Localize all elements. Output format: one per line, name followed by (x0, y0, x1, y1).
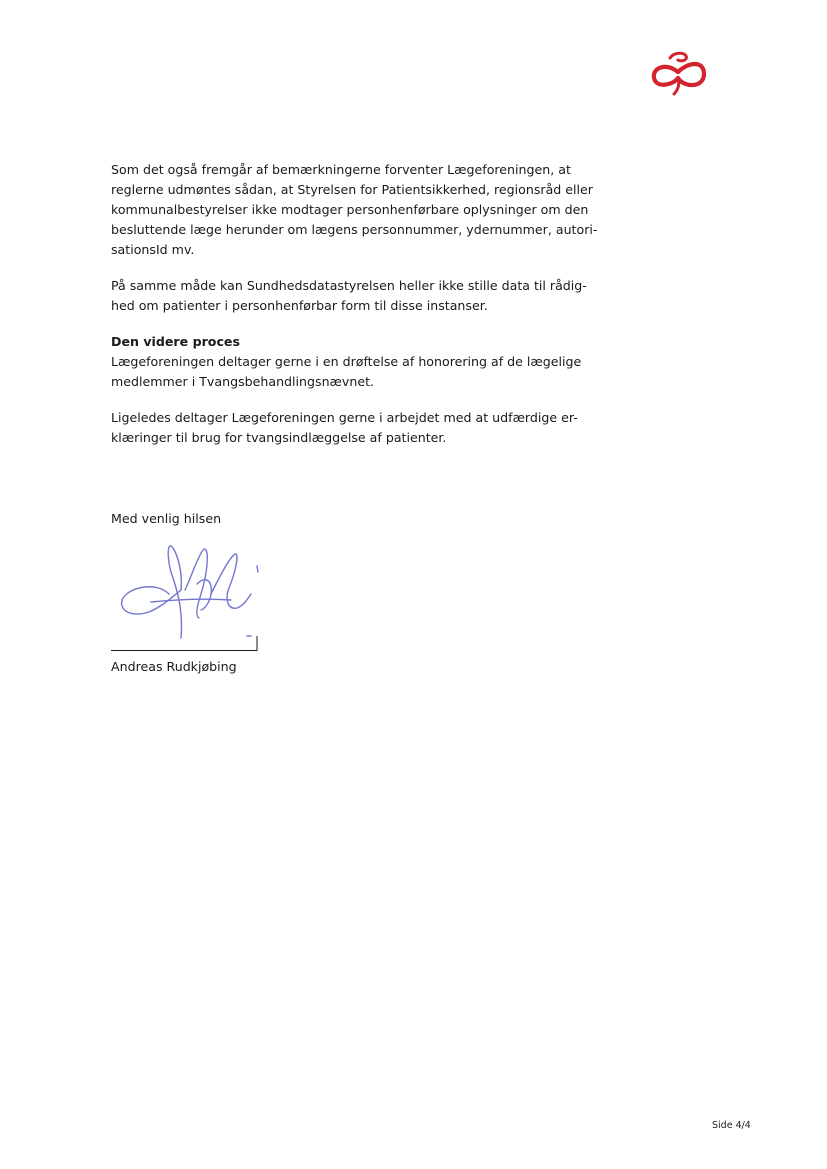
signer-name: Andreas Rudkjøbing (111, 659, 237, 674)
text-line: kommunalbestyrelser ikke modtager personhenførbare oplysninger om den (111, 202, 589, 217)
text-line: klæringer til brug for tvangsindlæggelse af patienter. (111, 430, 447, 445)
text-line: sationsId mv. (111, 242, 195, 257)
text-line: Lægeforeningen deltager gerne i en drøftelse af honorering af de lægelige (111, 354, 582, 369)
text-line: Ligeledes deltager Lægeforeningen gerne i arbejdet med at udfærdige er- (111, 410, 578, 425)
letter-body (111, 160, 611, 464)
text-line: Som det også fremgår af bemærkningerne forventer Lægeforeningen, at (111, 162, 571, 177)
text-line: På samme måde kan Sundhedsdatastyrelsen heller ikke stille data til rådig- (111, 278, 587, 293)
closing-greeting: Med venlig hilsen (111, 511, 222, 526)
section-heading: Den videre proces (111, 334, 240, 349)
page-number: Side 4/4 (712, 1120, 751, 1131)
laegeforeningen-logo-icon (648, 44, 708, 96)
text-line: reglerne udmøntes sådan, at Styrelsen for Patientsikkerhed, regionsråd eller (111, 182, 593, 197)
paragraph-declarations (111, 408, 611, 448)
handwritten-signature-icon (111, 538, 261, 652)
text-line: besluttende læge herunder om lægens personnummer, ydernummer, autori- (111, 222, 598, 237)
text-line: medlemmer i Tvangsbehandlingsnævnet. (111, 374, 375, 389)
paragraph-data-privacy (111, 160, 611, 260)
paragraph-health-data (111, 276, 611, 316)
text-line: hed om patienter i personhenførbar form til disse instanser. (111, 298, 488, 313)
paragraph-further-process (111, 332, 611, 392)
